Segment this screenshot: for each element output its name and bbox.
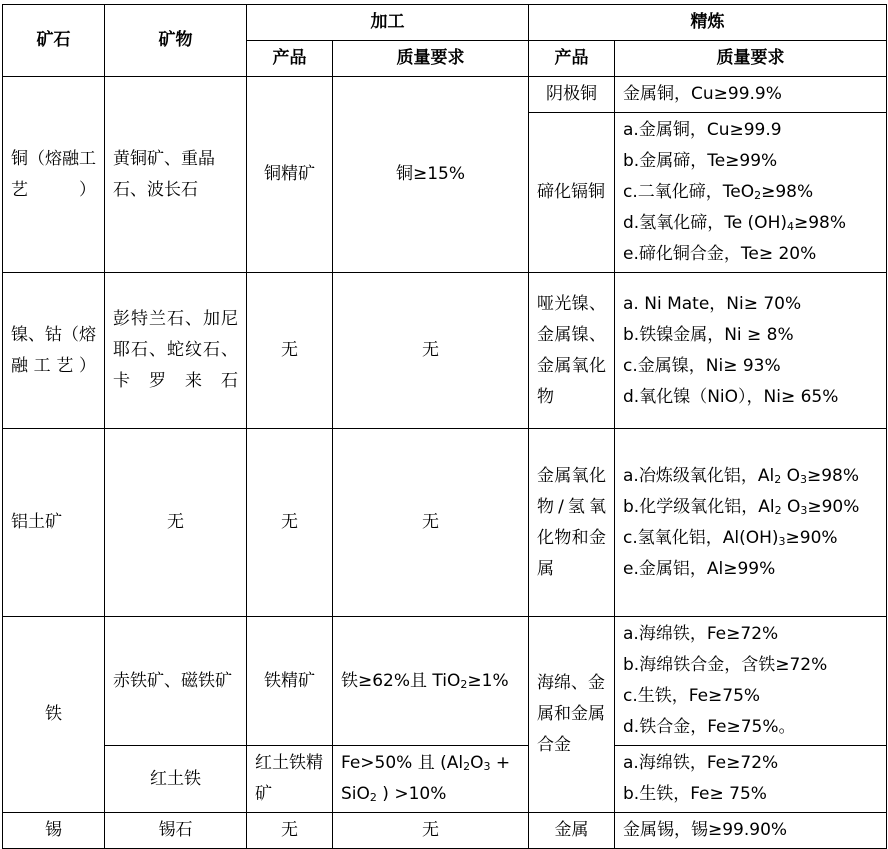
subscript: 2: [460, 677, 468, 691]
cell-nickel-refine-quality: [615, 273, 887, 429]
cell-copper-refine2-quality: [615, 113, 887, 273]
header-mineral: 矿物: [105, 5, 247, 77]
list-item: [623, 523, 878, 554]
cell-iron-ore: 铁: [3, 617, 105, 813]
text-fragment: ) >10%: [376, 784, 447, 804]
cell-tin-refine-product: 金属: [529, 813, 615, 849]
subscript: 4: [786, 220, 794, 233]
header-processing-quality: 质量要求: [333, 41, 529, 77]
text-fragment: O: [781, 465, 800, 486]
text-fragment: ≥1%: [467, 670, 509, 691]
list-item: e.碲化铜合金，Te≥ 20%: [623, 244, 817, 264]
table-row-tin: [3, 813, 887, 849]
cell-iron-mineral2: 红土铁: [105, 746, 247, 813]
cell-copper-refine2-product: 碲化镉铜: [529, 113, 615, 273]
header-refining-quality: 质量要求: [615, 41, 887, 77]
text-fragment: ≥90%: [785, 527, 838, 548]
cell-bauxite-quality: 无: [333, 429, 529, 617]
cell-iron-quality1: [333, 617, 529, 746]
cell-bauxite-ore: 铝土矿: [3, 429, 105, 617]
cell-bauxite-mineral: 无: [105, 429, 247, 617]
text-fragment: d.氢氧化碲，Te (OH): [623, 213, 787, 233]
list-item: e.金属铝，Al≥99%: [623, 558, 776, 579]
list-item: b.生铁，Fe≥ 75%: [623, 784, 767, 804]
list-item: [623, 492, 878, 523]
text-fragment: b.化学级氧化铝，Al: [623, 496, 775, 517]
cell-bauxite-product: 无: [247, 429, 333, 617]
cell-nickel-product: 无: [247, 273, 333, 429]
cell-copper-ore: 铜（熔融工艺）: [3, 77, 105, 273]
list-item: a.海绵铁，Fe≥72%: [623, 753, 779, 773]
text-fragment: c.二氧化碲，TeO: [623, 182, 755, 202]
list-item: [623, 461, 878, 492]
cell-copper-refine1-quality: 金属铜，Cu≥99.9%: [615, 77, 887, 113]
text-fragment: O: [781, 496, 801, 517]
text-fragment: a.冶炼级氧化铝，Al: [623, 465, 775, 486]
text-fragment: + SiO: [341, 753, 511, 804]
cell-tin-product: 无: [247, 813, 333, 849]
subscript: 3: [799, 472, 807, 486]
text-fragment: ≥90%: [807, 496, 860, 517]
cell-tin-mineral: 锡石: [105, 813, 247, 849]
cell-iron-refine-quality1: [615, 617, 887, 746]
text-fragment: ≥98%: [806, 465, 860, 486]
table-container: [2, 4, 887, 849]
list-item: [623, 208, 878, 239]
list-item: b.铁镍金属，Ni ≥ 8%: [623, 324, 794, 345]
cell-bauxite-refine-product: 金属氧化物/氢氧化物和金属: [529, 429, 615, 617]
header-refining: 精炼: [529, 5, 887, 41]
cell-nickel-quality: 无: [333, 273, 529, 429]
subscript: 2: [463, 760, 471, 773]
cell-copper-refine1-product: 阴极铜: [529, 77, 615, 113]
text-fragment: Fe>50% 且 (Al: [341, 753, 464, 773]
list-item: a.金属铜，Cu≥99.9: [623, 120, 782, 140]
table-row-nickel: [3, 273, 887, 429]
list-item: d.铁合金，Fe≥75%。: [623, 717, 796, 737]
cell-tin-quality: 无: [333, 813, 529, 849]
list-item: a. Ni Mate，Ni≥ 70%: [623, 293, 802, 314]
cell-iron-product1: 铁精矿: [247, 617, 333, 746]
cell-copper-product: 铜精矿: [247, 77, 333, 273]
cell-bauxite-refine-quality: [615, 429, 887, 617]
cell-iron-refine-product: 海绵、金属和金属合金: [529, 617, 615, 813]
header-row-1: [3, 5, 887, 41]
header-ore: 矿石: [3, 5, 105, 77]
cell-tin-ore: 锡: [3, 813, 105, 849]
subscript: 2: [774, 503, 782, 517]
list-item: b.海绵铁合金，含铁≥72%: [623, 655, 828, 675]
text-fragment: ≥98%: [761, 182, 814, 202]
list-item: a.海绵铁，Fe≥72%: [623, 624, 779, 644]
table-row-iron: [3, 617, 887, 746]
cell-nickel-mineral: 彭特兰石、加尼耶石、蛇纹石、卡罗来石: [105, 273, 247, 429]
text-fragment: 铁≥62%且 TiO: [341, 670, 461, 691]
table-row-copper: [3, 77, 887, 113]
subscript: 3: [483, 760, 491, 773]
list-item: [623, 177, 878, 208]
table-row-iron-2: [3, 746, 887, 813]
list-item: d.氧化镍（NiO），Ni≥ 65%: [623, 386, 839, 407]
list-item: b.金属碲，Te≥99%: [623, 151, 778, 171]
list-item: c.生铁，Fe≥75%: [623, 686, 761, 706]
cell-iron-quality2: [333, 746, 529, 813]
cell-copper-mineral: 黄铜矿、重晶石、波长石: [105, 77, 247, 273]
text-fragment: O: [470, 753, 484, 773]
list-item: c.金属镍，Ni≥ 93%: [623, 355, 781, 376]
cell-nickel-refine-product: 哑光镍、金属镍、金属氧化物: [529, 273, 615, 429]
ore-processing-table: [2, 4, 887, 849]
subscript: 2: [754, 189, 762, 202]
header-processing: 加工: [247, 5, 529, 41]
text-fragment: ≥98%: [793, 213, 847, 233]
subscript: 2: [369, 791, 377, 804]
cell-iron-product2: 红土铁精矿: [247, 746, 333, 813]
subscript: 3: [800, 503, 808, 517]
cell-tin-refine-quality: 金属锡，锡≥99.90%: [615, 813, 887, 849]
subscript: 3: [778, 534, 786, 548]
cell-iron-mineral1: 赤铁矿、磁铁矿: [105, 617, 247, 746]
cell-nickel-ore: 镍、钴（熔融工艺）: [3, 273, 105, 429]
cell-copper-quality: 铜≥15%: [333, 77, 529, 273]
header-refining-product: 产品: [529, 41, 615, 77]
cell-iron-refine-quality2: [615, 746, 887, 813]
table-row-bauxite: [3, 429, 887, 617]
header-processing-product: 产品: [247, 41, 333, 77]
subscript: 2: [774, 472, 782, 486]
text-fragment: c.氢氧化铝，Al(OH): [623, 527, 779, 548]
